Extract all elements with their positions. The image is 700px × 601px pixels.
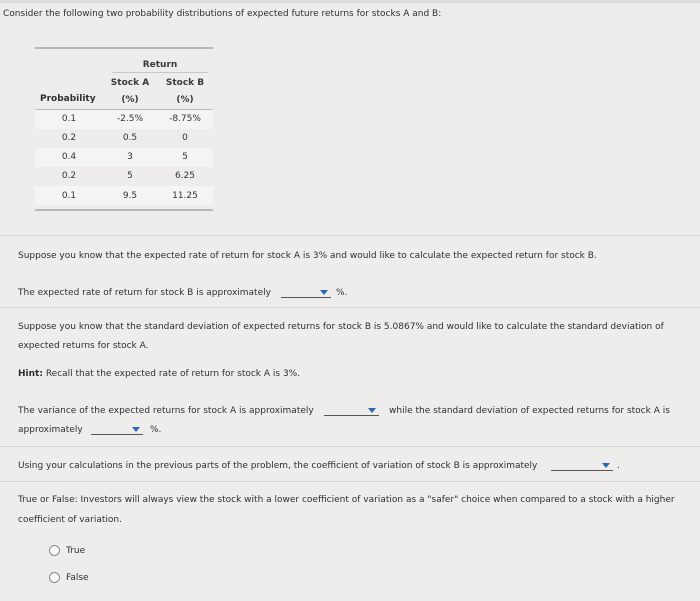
variance-a-dropdown[interactable] bbox=[324, 405, 379, 416]
expected-return-b-dropdown[interactable] bbox=[281, 287, 331, 298]
stock-a-header: Stock A bbox=[110, 78, 150, 88]
section-divider bbox=[0, 235, 700, 236]
chevron-down-icon bbox=[132, 427, 140, 432]
chevron-down-icon bbox=[368, 408, 376, 413]
coefficient-variation-dropdown[interactable] bbox=[551, 460, 613, 471]
option-true-label[interactable]: True bbox=[66, 546, 86, 556]
q4-prompt-line1: True or False: Investors will always view the stock with a lower coefficient of variation as a "safer" choice when compared to a stock with a higher bbox=[18, 495, 675, 505]
table-cell-a: 5 bbox=[127, 171, 133, 181]
hint-text bbox=[18, 368, 300, 380]
sd-label-line2: approximately bbox=[18, 425, 83, 435]
table-cell-prob: 0.1 bbox=[61, 114, 77, 124]
top-border bbox=[0, 0, 700, 3]
group-header-line bbox=[112, 72, 208, 73]
chevron-down-icon bbox=[602, 463, 610, 468]
table-cell-b: 5 bbox=[182, 152, 188, 162]
q3-end: . bbox=[617, 461, 620, 471]
table-cell-b: 11.25 bbox=[172, 191, 198, 201]
q2-prompt-line2: expected returns for stock A. bbox=[18, 341, 149, 351]
radio-false[interactable] bbox=[49, 572, 60, 583]
q1-unit: %. bbox=[336, 288, 348, 298]
stock-b-unit: (%) bbox=[176, 95, 194, 105]
table-cell-a: -2.5% bbox=[116, 114, 144, 124]
stock-b-header: Stock B bbox=[165, 78, 205, 88]
table-cell-b: 0 bbox=[182, 133, 188, 143]
section-divider bbox=[0, 446, 700, 447]
table-cell-a: 0.5 bbox=[122, 133, 138, 143]
intro-text: Consider the following two probability distributions of expected future returns for stocks A and B: bbox=[3, 9, 442, 19]
probability-header: Probability bbox=[40, 94, 96, 104]
chevron-down-icon bbox=[320, 290, 328, 295]
return-group-header: Return bbox=[142, 60, 178, 70]
table-top-rule bbox=[35, 47, 213, 49]
table-cell-b: 6.25 bbox=[174, 171, 196, 181]
std-dev-a-dropdown[interactable] bbox=[91, 424, 143, 435]
table-cell-prob: 0.4 bbox=[61, 152, 77, 162]
q1-label: The expected rate of return for stock B is approximately bbox=[18, 288, 271, 298]
q3-label: Using your calculations in the previous parts of the problem, the coefficient of variation of stock B is approximately bbox=[18, 461, 538, 471]
table-cell-prob: 0.1 bbox=[61, 191, 77, 201]
hint-label: Hint: bbox=[18, 369, 43, 379]
q1-prompt: Suppose you know that the expected rate of return for stock A is 3% and would like to calculate the expected return for stock B. bbox=[18, 251, 597, 261]
q4-prompt-line2: coefficient of variation. bbox=[18, 515, 122, 525]
radio-true[interactable] bbox=[49, 545, 60, 556]
table-cell-prob: 0.2 bbox=[61, 133, 77, 143]
section-divider bbox=[0, 481, 700, 482]
variance-label: The variance of the expected returns for stock A is approximately bbox=[18, 406, 314, 416]
sd-label: while the standard deviation of expected returns for stock A is bbox=[389, 406, 670, 416]
table-cell-prob: 0.2 bbox=[61, 171, 77, 181]
option-false-label[interactable]: False bbox=[66, 573, 89, 583]
table-cell-a: 3 bbox=[127, 152, 133, 162]
q2-prompt-line1: Suppose you know that the standard deviation of expected returns for stock B is 5.0867% and would like to calculate the standard deviation of bbox=[18, 322, 664, 332]
hint-body: Recall that the expected rate of return for stock A is 3%. bbox=[45, 369, 301, 379]
table-bottom-rule bbox=[35, 209, 213, 211]
table-cell-b: -8.75% bbox=[169, 114, 201, 124]
q2-unit: %. bbox=[150, 425, 162, 435]
stock-a-unit: (%) bbox=[121, 95, 139, 105]
section-divider bbox=[0, 307, 700, 308]
table-cell-a: 9.5 bbox=[122, 191, 138, 201]
